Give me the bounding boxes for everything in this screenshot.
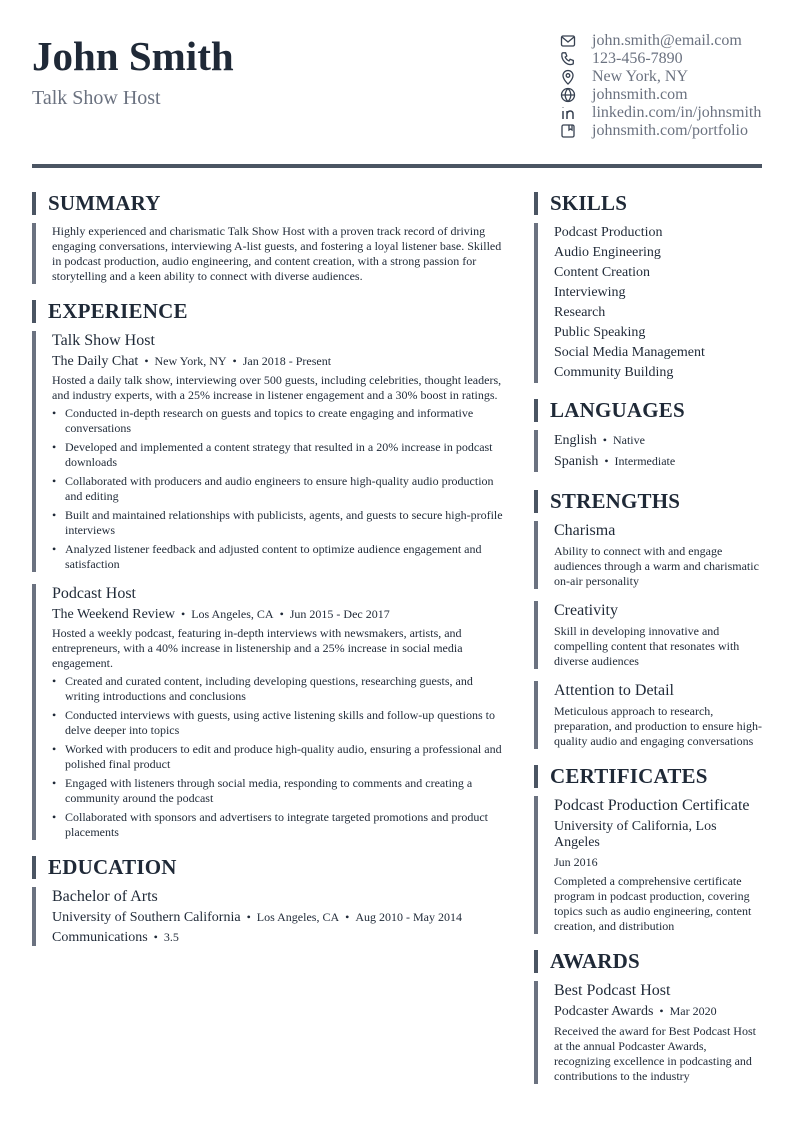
award-date: Mar 2020	[669, 1004, 717, 1018]
candidate-title: Talk Show Host	[32, 87, 161, 109]
experience-item	[32, 584, 510, 840]
header-divider	[32, 164, 762, 168]
candidate-name: John Smith	[32, 33, 234, 79]
list-item: • Analyzed listener feedback and adjusted content to optimize audience engagement and satisfaction	[52, 542, 510, 572]
list-item: • Worked with producers to edit and produce high-quality audio, ensuring a professional and polished final product	[52, 742, 510, 772]
job-company: The Daily Chat	[52, 354, 139, 369]
list-item: • Developed and implemented a content strategy that resulted in a 20% increase in podcast downloads	[52, 440, 510, 470]
languages-heading: LANGUAGES	[534, 399, 762, 422]
education-block	[32, 887, 510, 946]
list-item: • Built and maintained relationships with publicists, agents, and guests to secure high-profile interviews	[52, 508, 510, 538]
strength-title: Attention to Detail	[554, 682, 674, 699]
education-field: Communications	[52, 930, 148, 945]
job-location: New York, NY	[154, 354, 227, 368]
job-role: Talk Show Host	[52, 332, 155, 349]
education-degree: Bachelor of Arts	[52, 888, 158, 905]
contact-phone[interactable]: 123-456-7890	[559, 50, 761, 68]
education-gpa: 3.5	[163, 930, 179, 944]
location-icon	[559, 68, 577, 86]
job-role: Podcast Host	[52, 585, 136, 602]
skill-item: Public Speaking	[554, 325, 646, 340]
job-dates: Jun 2015 - Dec 2017	[289, 607, 390, 621]
strength-title: Charisma	[554, 522, 616, 539]
strength-title: Creativity	[554, 602, 618, 619]
phone-icon	[559, 50, 577, 68]
list-item: • Conducted interviews with guests, using active listening skills and follow-up questions to delve deeper into topics	[52, 708, 510, 738]
skill-item: Community Building	[554, 365, 674, 380]
education-meta: University of Southern California • Los Angeles, CA • Aug 2010 - May 2014	[52, 910, 462, 925]
contact-portfolio[interactable]: johnsmith.com/portfolio	[559, 122, 761, 140]
education-field-line: Communications • 3.5	[52, 930, 179, 945]
job-meta: The Weekend Review • Los Angeles, CA • Jun 2015 - Dec 2017	[52, 607, 390, 622]
summary-heading: SUMMARY	[32, 192, 510, 215]
certificate-desc: Completed a comprehensive certificate program in podcast production, covering topics such as audio engineering, content creation, and distribution	[554, 874, 752, 933]
contact-website[interactable]: johnsmith.com	[559, 86, 761, 104]
award-desc: Received the award for Best Podcast Host at the annual Podcaster Awards, recognizing excellence in podcasting and contributions to the industry	[554, 1024, 756, 1083]
list-item: • Collaborated with producers and audio engineers to ensure high-quality audio production and editing	[52, 474, 510, 504]
summary-text: Highly experienced and charismatic Talk Show Host with a proven track record of driving engaging conversations, interviewing A-list guests, and fostering a loyal listener base. Skilled in podcast production, audio engineering, and content creation, with a strong passion for storytelling and a keen ability to connect with diverse audiences.	[52, 224, 502, 283]
job-meta: The Daily Chat • New York, NY • Jan 2018 - Present	[52, 354, 332, 369]
contact-location: New York, NY	[559, 68, 761, 86]
education-location: Los Angeles, CA	[256, 910, 340, 924]
summary-block	[32, 223, 510, 284]
resume-header	[32, 30, 762, 150]
strength-item	[534, 601, 762, 669]
education-dates: Aug 2010 - May 2014	[355, 910, 462, 924]
portfolio-icon	[559, 122, 577, 140]
experience-item	[32, 331, 510, 572]
skill-item: Audio Engineering	[554, 245, 661, 260]
award-item	[534, 981, 762, 1084]
strength-desc: Ability to connect with and engage audiences through a warm and charismatic on-air personality	[554, 544, 759, 588]
list-item: • Conducted in-depth research on guests and topics to create engaging and informative conversations	[52, 406, 510, 436]
language-item: Spanish • Intermediate	[554, 454, 676, 469]
job-bullets	[52, 674, 510, 840]
skills-block	[534, 223, 762, 383]
languages-block	[534, 430, 762, 472]
experience-heading: EXPERIENCE	[32, 300, 510, 323]
job-bullets	[52, 406, 510, 572]
side-column	[534, 192, 762, 1084]
skill-item: Social Media Management	[554, 345, 705, 360]
skill-item: Podcast Production	[554, 225, 663, 240]
globe-icon	[559, 86, 577, 104]
strength-item	[534, 681, 762, 749]
contact-list	[559, 32, 761, 140]
job-description: Hosted a weekly podcast, featuring in-depth interviews with newsmakers, artists, and entrepreneurs, with a 40% increase in listenership and a 25% increase in social media engagement.	[52, 626, 463, 670]
list-item: • Engaged with listeners through social media, responding to comments and creating a community around the podcast	[52, 776, 510, 806]
linkedin-icon	[559, 104, 577, 122]
strength-desc: Skill in developing innovative and compelling content that resonates with diverse audiences	[554, 624, 740, 668]
certificate-org: University of California, Los Angeles	[554, 819, 717, 850]
awards-heading: AWARDS	[534, 950, 762, 973]
skill-item: Research	[554, 305, 606, 320]
award-org: Podcaster Awards	[554, 1004, 654, 1019]
strengths-heading: STRENGTHS	[534, 490, 762, 513]
certificate-date: Jun 2016	[554, 855, 598, 869]
skill-item: Interviewing	[554, 285, 626, 300]
education-heading: EDUCATION	[32, 856, 510, 879]
award-title: Best Podcast Host	[554, 982, 671, 999]
job-description: Hosted a daily talk show, interviewing over 500 guests, including celebrities, thought leaders, and industry experts, with a 25% increase in listener engagement and a 30% boost in ratings.	[52, 373, 502, 402]
skills-heading: SKILLS	[534, 192, 762, 215]
strength-item	[534, 521, 762, 589]
certificate-item	[534, 796, 762, 934]
award-meta: Podcaster Awards • Mar 2020	[554, 1004, 717, 1019]
certificate-title: Podcast Production Certificate	[554, 797, 750, 814]
strength-desc: Meticulous approach to research, preparation, and production to ensure high-quality audio and engaging conversations	[554, 704, 762, 748]
education-school: University of Southern California	[52, 910, 241, 925]
language-item: English • Native	[554, 433, 645, 448]
main-column	[32, 192, 510, 946]
job-location: Los Angeles, CA	[191, 607, 274, 621]
mail-icon	[559, 32, 577, 50]
skill-item: Content Creation	[554, 265, 651, 280]
job-company: The Weekend Review	[52, 607, 176, 622]
job-dates: Jan 2018 - Present	[242, 354, 332, 368]
contact-email[interactable]: john.smith@email.com	[559, 32, 761, 50]
contact-linkedin[interactable]: linkedin.com/in/johnsmith	[559, 104, 761, 122]
certificates-heading: CERTIFICATES	[534, 765, 762, 788]
list-item: • Created and curated content, including developing questions, researching guests, and writing introductions and conclusions	[52, 674, 510, 704]
list-item: • Collaborated with sponsors and advertisers to integrate targeted promotions and product placements	[52, 810, 510, 840]
